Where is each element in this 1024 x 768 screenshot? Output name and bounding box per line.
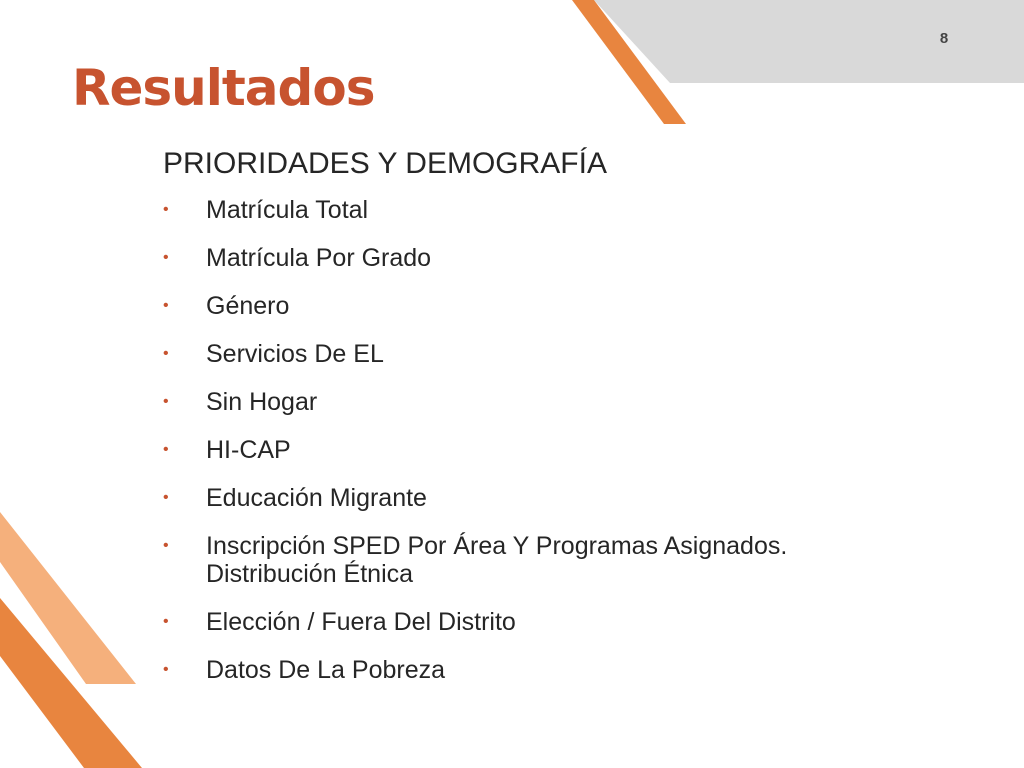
bullet-text: HI-CAP	[206, 436, 291, 464]
bullet-icon: •	[163, 201, 169, 218]
bullet-item	[163, 608, 923, 636]
bullet-list	[163, 196, 923, 704]
bullet-icon: •	[163, 613, 169, 630]
bullet-text: Elección / Fuera Del Distrito	[206, 608, 516, 636]
bullet-icon: •	[163, 297, 169, 314]
bullet-item	[163, 340, 923, 368]
bullet-item	[163, 532, 923, 588]
bullet-text: Matrícula Por Grado	[206, 244, 432, 272]
bullet-text: Servicios De EL	[206, 340, 384, 368]
slide-title: Resultados	[72, 59, 375, 117]
bullet-icon: •	[163, 661, 169, 678]
bullet-item	[163, 244, 923, 272]
bullet-icon: •	[163, 345, 169, 362]
bullet-text: Inscripción SPED Por Área Y Programas Asignados. Distribución Étnica	[206, 532, 788, 588]
bullet-item	[163, 484, 923, 512]
bullet-item	[163, 656, 923, 684]
bullet-text: Educación Migrante	[206, 484, 427, 512]
bullet-text: Género	[206, 292, 290, 320]
bullet-icon: •	[163, 441, 169, 458]
section-subtitle: PRIORIDADES Y DEMOGRAFÍA	[163, 147, 607, 180]
bullet-item	[163, 436, 923, 464]
bullet-text: Matrícula Total	[206, 196, 369, 224]
bullet-item	[163, 292, 923, 320]
bullet-icon: •	[163, 489, 169, 506]
bullet-text: Sin Hogar	[206, 388, 318, 416]
bullet-item	[163, 196, 923, 224]
bullet-icon: •	[163, 537, 169, 554]
page-number: 8	[939, 30, 949, 47]
bullet-icon: •	[163, 249, 169, 266]
bullet-icon: •	[163, 393, 169, 410]
bullet-item	[163, 388, 923, 416]
bullet-text: Datos De La Pobreza	[206, 656, 446, 684]
